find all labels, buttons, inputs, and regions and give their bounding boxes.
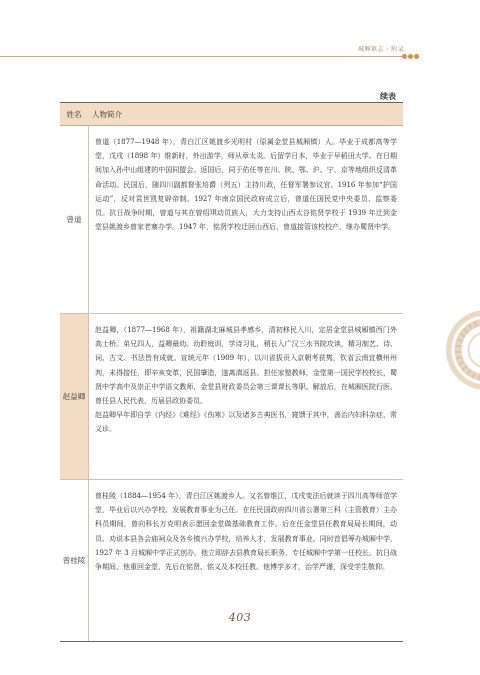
running-header: 城厢镇志 · 附录 xyxy=(358,46,405,53)
person-biography xyxy=(89,126,403,313)
header-rule xyxy=(0,56,402,57)
biography-paragraph: 曾道（1877—1948 年），青白江区姚渡乡光明村（原属金堂县城厢镇）人。毕业于成都高等学堂，戊戌（1898 年）维新时，外出游学，师从章太炎。后留学日本，毕业于早稻田大学。在日期间加入孙中山组建的中国同盟会。返国后，同于佑任等在川、陕、鄂、沪、宁、京等地组织反清革命活动。民国后，随四川副都督张培爵（列五）主持川政，任督军署参议官。1916 年参加“护国运动”，反对袁世凯复辟帝制。1927 年南京国民政府成立后，曾道任国民党中央委员、监察委员。抗日战争时期，曾道与其在曾绍琪动员族人，大力支持山西太谷铭贤学校于 1939 年迁到金堂县姚渡乡曾家老寨办学。1947 年，铭贤学校迁回山西后，曾道接管该校校产，继办蜀贤中学。 xyxy=(95,138,397,232)
table-row xyxy=(60,126,403,314)
decorative-emblem-spokes xyxy=(446,310,480,390)
biography-paragraph: 赵益卿，（1877—1968 年），祖籍湖北麻城县孝感乡，清初移民入川，定居金堂县城厢镇西门外高士桥。弟兄四人，益卿最幼。幼聆庭训，学诗习礼，稍长入广汉三水书院攻读，精习制艺、诗、词、古文、书法皆有成就。宣统元年（1909 年），以川省拔贡入京朝考获隽，钦省云南宜横州州判，未得接任，即辛亥变革，民国肇造，遂离滇返县。担任家塾教师，金堂第一国民学校校长，蜀贤中学高中及崇正中学语文教师，金堂县财政委员会第三课课长等职。解放后，在城厢医院行医，曾任县人民代表，历届县政协委员。 xyxy=(95,326,397,406)
table-header-row xyxy=(60,103,403,126)
table-row xyxy=(60,314,403,480)
biography-table xyxy=(60,102,403,642)
biography-paragraph: 赵益卿早年即自学《内经》《难经》《伤寒》以及诸多古典医书，寝馈于其中，善治内妇科杂症，常义诊。 xyxy=(95,411,397,434)
person-name: 赵益卿 xyxy=(60,314,89,479)
person-biography xyxy=(89,314,403,479)
table-continued-label: 续表 xyxy=(380,91,396,101)
column-header-name: 姓名 xyxy=(66,109,82,119)
page-number: 403 xyxy=(228,611,252,624)
column-header-bio: 人物简介 xyxy=(92,109,122,119)
header-dot-icon xyxy=(414,54,419,59)
header-dot-icon xyxy=(402,54,407,59)
person-name: 曾道 xyxy=(60,126,89,313)
header-dot-icon xyxy=(408,54,413,59)
person-name: 曾桂陵 xyxy=(60,480,89,641)
biography-paragraph: 曾桂陵（1884—1954 年），青白江区姚渡乡人。又名曾维江，戊戌变法后就读于四川高等师范学堂，毕业后以兴办学校、发展教育事业为己任。在任民国政府四川省公署第三科（主管教育）主办科员期间，曾向科长万克明表示愿回金堂做基础教育工作。后在任金堂县任教育局局长期间，动员、劝说本县各会庙祠众及各乡镇兴办学校，培养人才，发展教育事业。同时首倡筹办城厢中学，1927 年 3 月城厢中学正式创办，他立即辞去县教育局长职务，专任城厢中学第一任校长。抗日战争期间，他重回金堂，先后在铭贤、铭义及本校任教。他博学多才，治学严谨，深受学生敬仰。 xyxy=(95,492,397,572)
